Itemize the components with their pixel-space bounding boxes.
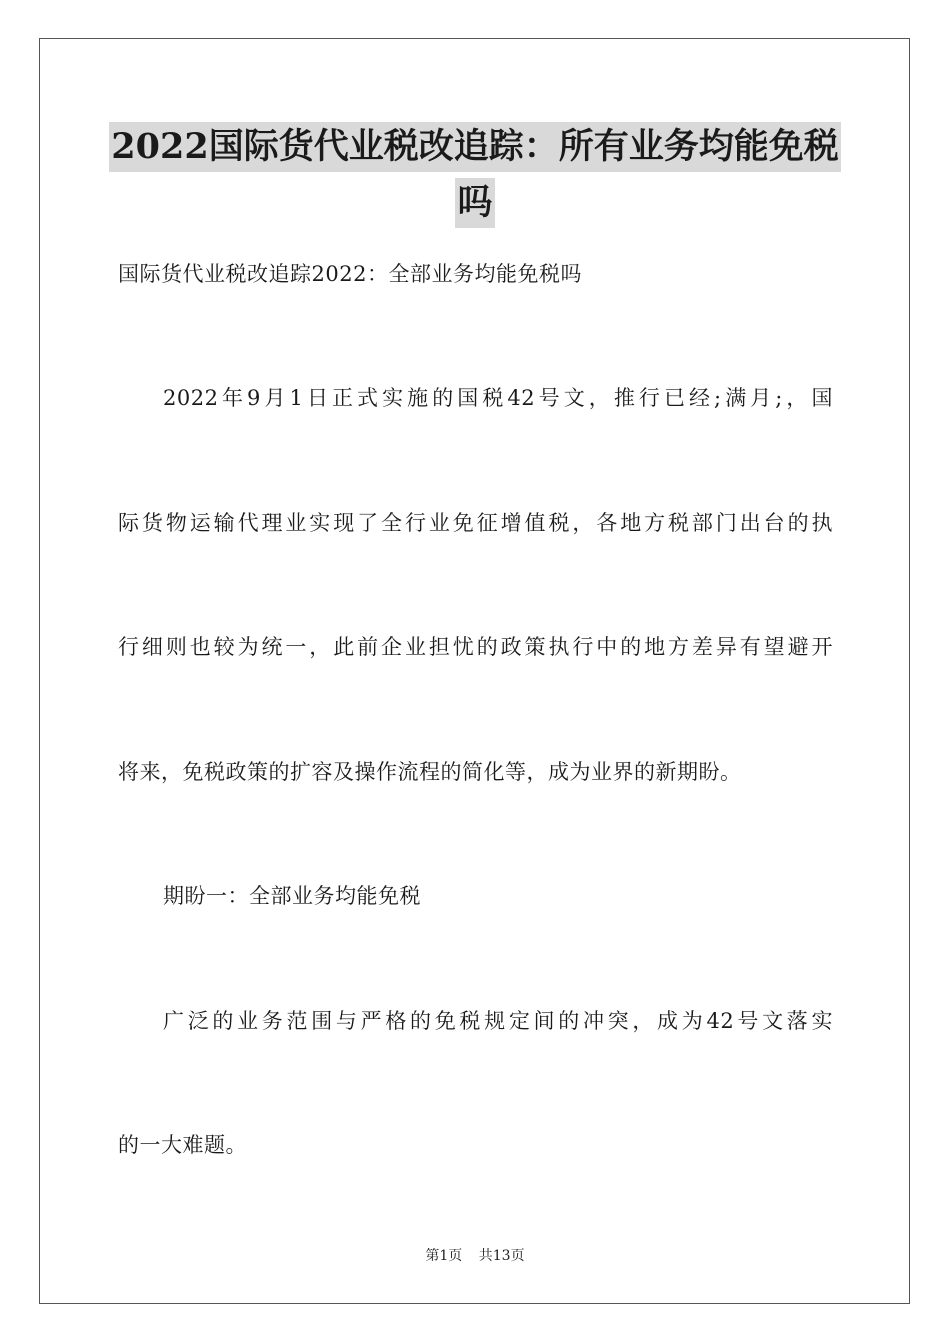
paragraph-line: 将来，免税政策的扩容及操作流程的简化等，成为业界的新期盼。 bbox=[118, 760, 742, 784]
title-line-1: 2022国际货代业税改追踪：所有业务均能免税 bbox=[109, 122, 840, 172]
paragraph-line: 2022年9月1日正式实施的国税42号文，推行已经;满月;，国 bbox=[163, 386, 833, 410]
paragraph-line: 的一大难题。 bbox=[118, 1133, 247, 1157]
page-total: 共13页 bbox=[478, 1248, 525, 1264]
paragraph-line: 际货物运输代理业实现了全行业免征增值税，各地方税部门出台的执 bbox=[118, 511, 833, 535]
title-line-2: 吗 bbox=[455, 178, 494, 228]
page-number: 第1页 bbox=[425, 1248, 463, 1264]
document-subtitle: 国际货代业税改追踪2022：全部业务均能免税吗 bbox=[118, 262, 582, 286]
section-heading: 期盼一：全部业务均能免税 bbox=[163, 884, 421, 908]
paragraph-line: 行细则也较为统一，此前企业担忧的政策执行中的地方差异有望避开 bbox=[118, 635, 833, 659]
document-title bbox=[0, 122, 950, 228]
page-footer bbox=[0, 1246, 950, 1266]
paragraph-line: 广泛的业务范围与严格的免税规定间的冲突，成为42号文落实 bbox=[163, 1009, 833, 1033]
